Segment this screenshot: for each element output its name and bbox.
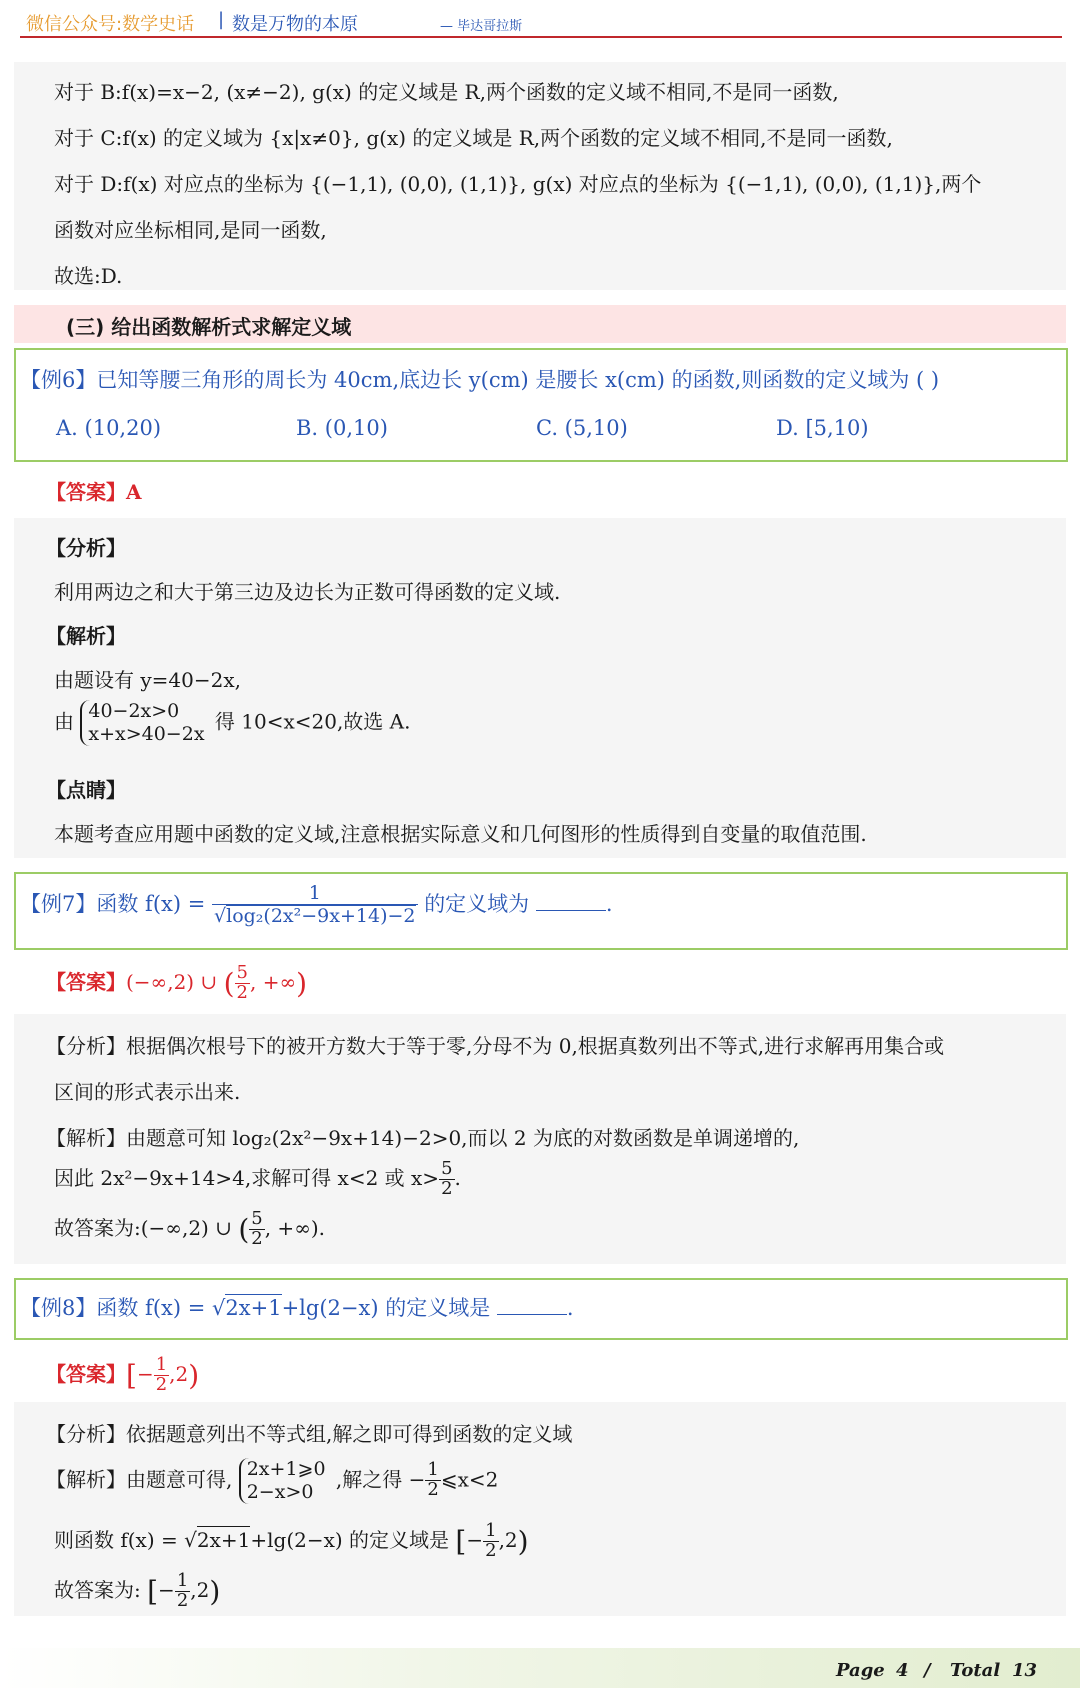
answer-part-2: , +∞ (249, 969, 297, 994)
inequality-system (80, 700, 208, 746)
inequality-2: x+x>40−2x (88, 722, 205, 745)
answer-fraction: $\frac{5}{2}$ (236, 962, 248, 1003)
line-option-c: 对于 C:f(x) 的定义域为 {x|x≠0}, g(x) 的定义域是 R,两个函数的定义域不相同,不是同一函数, (54, 126, 893, 150)
function-fraction (212, 884, 417, 927)
total-label: Total (950, 1660, 1001, 1681)
analysis-text: 利用两边之和大于第三边及边长为正数可得函数的定义域. (54, 580, 561, 604)
example-7-question: 【例7】函数 f(x) = $\frac{1}{\text{√log₂(2x²−9x+14)−2}}$ 的定义域为 . (20, 882, 613, 927)
line-option-d-1: 对于 D:f(x) 对应点的坐标为 {(−1,1), (0,0), (1,1)}, g(x) 对应点的坐标为 {(−1,1), (0,0), (1,1)},两个 (54, 172, 982, 196)
example-6-box (14, 348, 1068, 462)
inequality-1: 40−2x>0 (88, 700, 180, 722)
option-c: C. (5,10) (536, 416, 628, 440)
five-halves: $\frac{5}{2}$ (251, 1208, 263, 1249)
answer-blank (497, 1314, 567, 1315)
solution-line-1: 【解析】由题意可知 log₂(2x²−9x+14)−2>0,而以 2 为底的对数函数是单调递增的, (46, 1126, 800, 1150)
function-prefix: 函数 f(x) = (96, 891, 206, 916)
example-8-question: 【例8】函数 f(x) = √2x+1+lg(2−x) 的定义域是 . (20, 1296, 574, 1320)
example-8-answer: 【答案】[− $\frac{1}{2}$ ,2) (46, 1354, 200, 1395)
negative-half: $\frac{1}{2}$ (155, 1354, 168, 1395)
line-option-d-2: 函数对应坐标相同,是同一函数, (54, 218, 327, 242)
answer-part-1: (−∞,2) ∪ (126, 969, 218, 994)
analysis-line-1: 【分析】根据偶次根号下的被开方数大于等于零,分母不为 0,根据真数列出不等式,进行求解再用集合或 (46, 1034, 945, 1058)
example-6-question (20, 364, 939, 394)
example-6-answer (46, 476, 142, 505)
page-header (0, 0, 1080, 40)
option-d: D. [5,10) (776, 416, 869, 440)
solution-line-3: 故答案为:(−∞,2) ∪ ( $\frac{5}{2}$ , +∞). (54, 1208, 326, 1249)
analysis-line-2: 区间的形式表示出来. (54, 1080, 241, 1104)
page-label: Page (836, 1660, 885, 1681)
solution-line-2: 则函数 f(x) = √2x+1+lg(2−x) 的定义域是 [− $\frac{1}{2}$ ,2) (54, 1520, 529, 1561)
solution-line-3: 故答案为: [− $\frac{1}{2}$ ,2) (54, 1570, 221, 1611)
answer-blank (536, 910, 606, 911)
example-7-answer: 【答案】(−∞,2) ∪ ( $\frac{5}{2}$ , +∞) (46, 962, 308, 1003)
page-separator: / (924, 1660, 931, 1681)
point-text: 本题考查应用题中函数的定义域,注意根据实际意义和几何图形的性质得到自变量的取值范围. (54, 822, 867, 846)
header-title: 数是万物的本原 (232, 14, 358, 35)
page-number: 4 (896, 1660, 909, 1681)
example-7-box (14, 872, 1068, 950)
section-title: (三) 给出函数解析式求解定义域 (66, 315, 352, 339)
function-suffix: +lg(2−x) 的定义域是 (281, 1296, 491, 1320)
solution-line-2: 因此 2x²−9x+14>4,求解可得 x<2 或 x> $\frac{5}{2}$ . (54, 1158, 461, 1199)
total-pages: 13 (1012, 1660, 1038, 1681)
solution-line-1: 【解析】由题意可得, 2x+1⩾0 2−x>0 ,解之得 − $\frac{1}{2}$ ⩽x<2 (46, 1458, 499, 1503)
answer-value: A (126, 480, 142, 504)
example-8-tag: 【例8】 (20, 1296, 97, 1320)
choice-line: 故选:D. (54, 264, 123, 288)
example-6-tag: 【例6】 (20, 368, 97, 392)
option-a: A. (10,20) (56, 416, 162, 440)
solution-suffix: 得 10<x<20,故选 A. (214, 709, 411, 734)
solution-line-1: 由题设有 y=40−2x, (54, 668, 241, 692)
option-b: B. (0,10) (296, 416, 388, 440)
solution-line-2 (54, 700, 410, 746)
function-prefix: 函数 f(x) = (96, 1296, 206, 1320)
answer-label: 【答案】 (46, 480, 126, 504)
inequality-system: 2x+1⩾0 2−x>0 (239, 1458, 330, 1504)
analysis-line: 【分析】依据题意列出不等式组,解之即可得到函数的定义域 (46, 1422, 573, 1446)
header-rule (20, 36, 1062, 38)
example-8-box (14, 1278, 1068, 1340)
header-quote: — 毕达哥拉斯 (440, 19, 523, 34)
example-6-text: 已知等腰三角形的周长为 40cm,底边长 y(cm) 是腰长 x(cm) 的函数,则函数的定义域为 ( ) (96, 368, 940, 392)
function-suffix: 的定义域为 (424, 891, 530, 916)
header-separator: | (218, 9, 225, 30)
root-expression: √2x+1 (212, 1296, 282, 1320)
example-7-tag: 【例7】 (20, 891, 97, 916)
fraction-numerator: 1 (212, 884, 417, 905)
fraction-denominator: √log₂(2x²−9x+14)−2 (214, 904, 416, 927)
analysis-label: 【分析】 (46, 536, 126, 560)
solution-prefix: 由 (54, 709, 74, 734)
line-option-b: 对于 B:f(x)=x−2, (x≠−2), g(x) 的定义域是 R,两个函数的定义域不相同,不是同一函数, (54, 80, 839, 104)
account-name: 微信公众号:数学史话 (26, 14, 195, 35)
section-heading (14, 305, 1066, 343)
answer-label: 【答案】 (46, 1361, 126, 1386)
five-halves: $\frac{5}{2}$ (441, 1158, 453, 1199)
point-label: 【点睛】 (46, 778, 126, 802)
answer-label: 【答案】 (46, 969, 126, 994)
page-footer (0, 1648, 1080, 1688)
solution-label: 【解析】 (46, 624, 126, 648)
